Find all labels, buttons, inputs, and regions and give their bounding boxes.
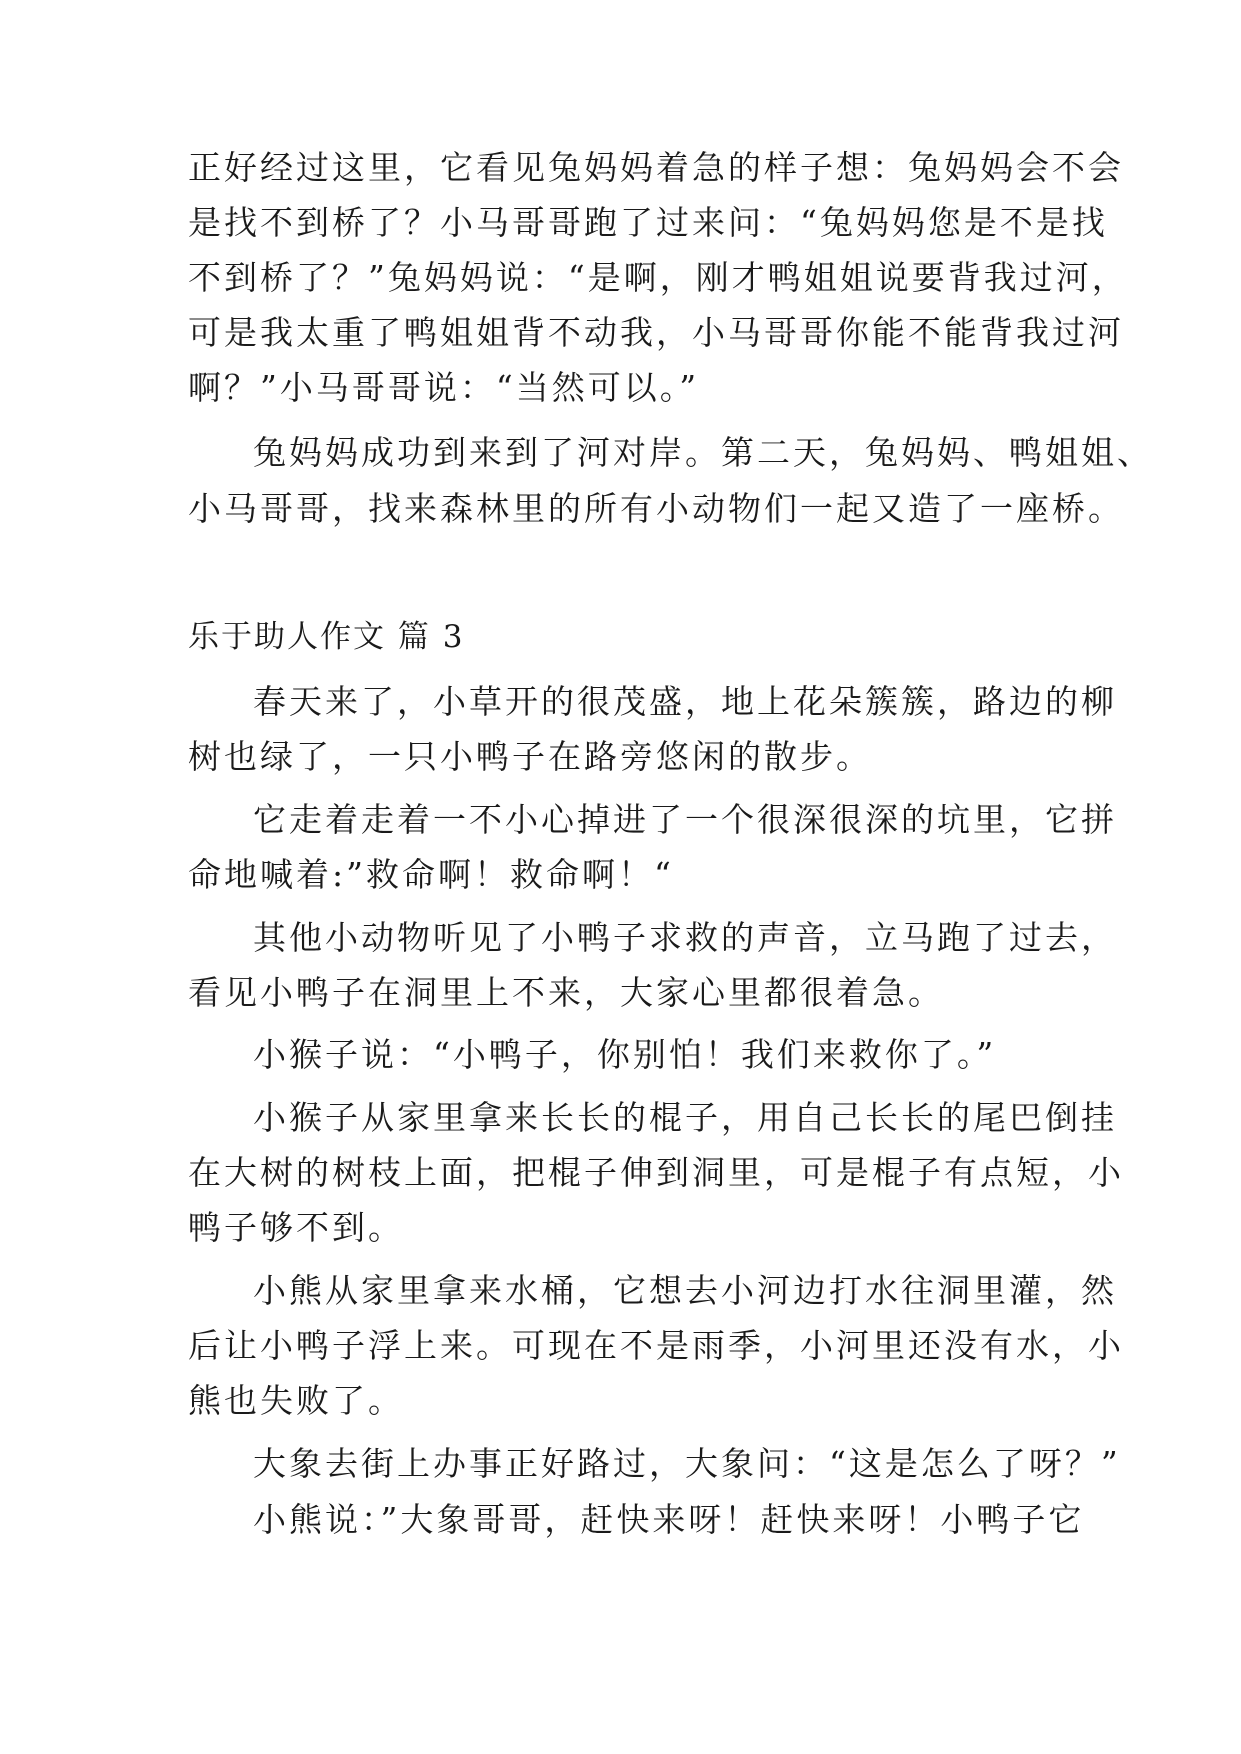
paragraph-start-line: 小猴子说：“小鸭子，你别怕！我们来救你了。”: [253, 1035, 997, 1074]
paragraph-start-line: 小熊说：”大象哥哥，赶快来呀！赶快来呀！小鸭子它: [253, 1500, 1085, 1539]
text-line: 后让小鸭子浮上来。可现在不是雨季，小河里还没有水，小: [188, 1326, 1124, 1365]
text-line: 树也绿了，一只小鸭子在路旁悠闲的散步。: [188, 737, 872, 776]
text-line: 鸭子够不到。: [188, 1208, 404, 1247]
text-line: 是找不到桥了？小马哥哥跑了过来问：“兔妈妈您是不是找: [188, 203, 1108, 242]
text-line: 看见小鸭子在洞里上不来，大家心里都很着急。: [188, 973, 944, 1012]
text-line: 啊？”小马哥哥说：“当然可以。”: [188, 368, 700, 407]
text-line: 在大树的树枝上面，把棍子伸到洞里，可是棍子有点短，小: [188, 1153, 1124, 1192]
text-line: 熊也失败了。: [188, 1381, 404, 1420]
paragraph-start-line: 其他小动物听见了小鸭子求救的声音，立马跑了过去，: [253, 918, 1117, 957]
paragraph-start-line: 小猴子从家里拿来长长的棍子，用自己长长的尾巴倒挂: [253, 1098, 1117, 1137]
text-line: 小马哥哥，找来森林里的所有小动物们一起又造了一座桥。: [188, 489, 1124, 528]
text-line: 正好经过这里，它看见兔妈妈着急的样子想：兔妈妈会不会: [188, 148, 1124, 187]
text-line: 不到桥了？”兔妈妈说：“是啊，刚才鸭姐姐说要背我过河，: [188, 258, 1128, 297]
paragraph-start-line: 兔妈妈成功到来到了河对岸。第二天，兔妈妈、鸭姐姐、: [253, 433, 1153, 472]
paragraph-start-line: 小熊从家里拿来水桶，它想去小河边打水往洞里灌，然: [253, 1271, 1117, 1310]
section-heading: 乐于助人作文 篇 3: [188, 619, 465, 655]
paragraph-start-line: 大象去街上办事正好路过，大象问：“这是怎么了呀？”: [253, 1444, 1121, 1483]
text-line: 命地喊着:”救命啊！救命啊！“: [188, 855, 674, 894]
text-line: 可是我太重了鸭姐姐背不动我，小马哥哥你能不能背我过河: [188, 313, 1124, 352]
paragraph-start-line: 春天来了，小草开的很茂盛，地上花朵簇簇，路边的柳: [253, 682, 1117, 721]
paragraph-start-line: 它走着走着一不小心掉进了一个很深很深的坑里，它拼: [253, 800, 1117, 839]
